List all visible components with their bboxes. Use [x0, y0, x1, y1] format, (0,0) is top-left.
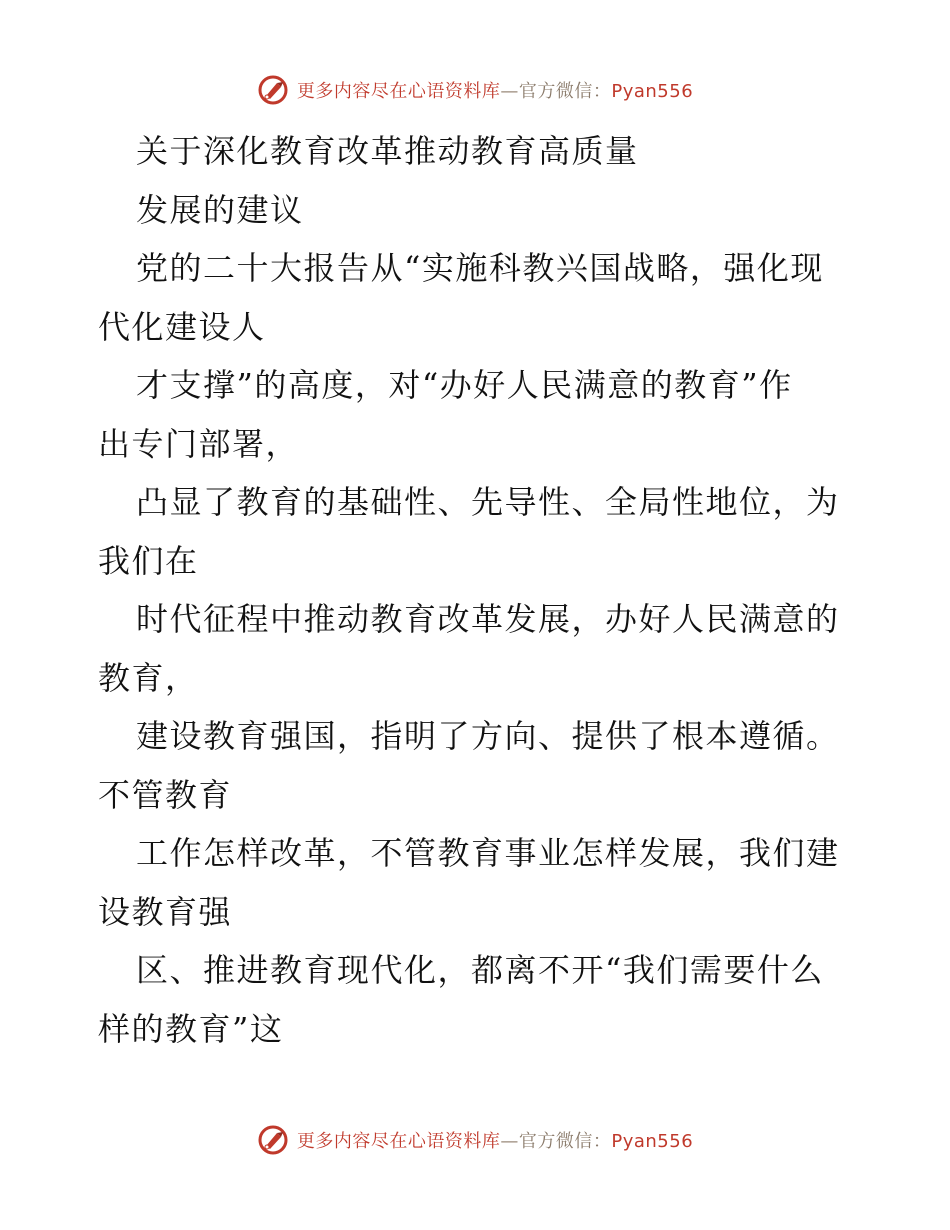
pen-nib-circle-icon	[257, 1124, 289, 1156]
document-line: 样的教育”这	[98, 1009, 284, 1048]
document-line: 设教育强	[98, 892, 233, 931]
document-line: 建设教育强国，指明了方向、提供了根本遵循。	[136, 717, 840, 755]
watermark-text	[297, 77, 693, 103]
watermark-wechat-id: Pyan556	[611, 1131, 694, 1152]
document-line: 区、推进教育现代化，都离不开“我们需要什么	[136, 951, 824, 989]
footer-watermark-banner	[0, 1120, 950, 1160]
watermark-dash: —	[500, 1131, 519, 1152]
document-line: 党的二十大报告从“实施科教兴国战略，强化现	[136, 249, 824, 287]
document-line: 凸显了教育的基础性、先导性、全局性地位，为	[136, 483, 840, 521]
document-line: 关于深化教育改革推动教育高质量	[136, 132, 639, 170]
document-line: 才支撑”的高度，对“办好人民满意的教育”作	[136, 366, 793, 404]
document-line: 发展的建议	[136, 190, 304, 229]
document-line: 我们在	[98, 541, 199, 580]
watermark-dash: —	[500, 81, 519, 102]
document-line: 代化建设人	[98, 307, 266, 346]
watermark-main-text: 更多内容尽在心语资料库	[296, 1131, 501, 1152]
header-watermark-banner	[0, 70, 950, 110]
watermark-wechat-id: Pyan556	[611, 81, 694, 102]
watermark-text	[297, 1127, 693, 1153]
watermark-wechat-label: 官方微信：	[518, 81, 612, 102]
document-body	[98, 122, 858, 1058]
document-line: 工作怎样改革，不管教育事业怎样发展，我们建	[136, 834, 840, 872]
document-line: 不管教育	[98, 775, 233, 814]
pen-nib-circle-icon	[257, 74, 289, 106]
document-line: 时代征程中推动教育改革发展，办好人民满意的	[136, 600, 840, 638]
watermark-main-text: 更多内容尽在心语资料库	[296, 81, 501, 102]
document-line: 出专门部署，	[98, 424, 300, 463]
watermark-wechat-label: 官方微信：	[518, 1131, 612, 1152]
document-line: 教育，	[98, 658, 199, 697]
